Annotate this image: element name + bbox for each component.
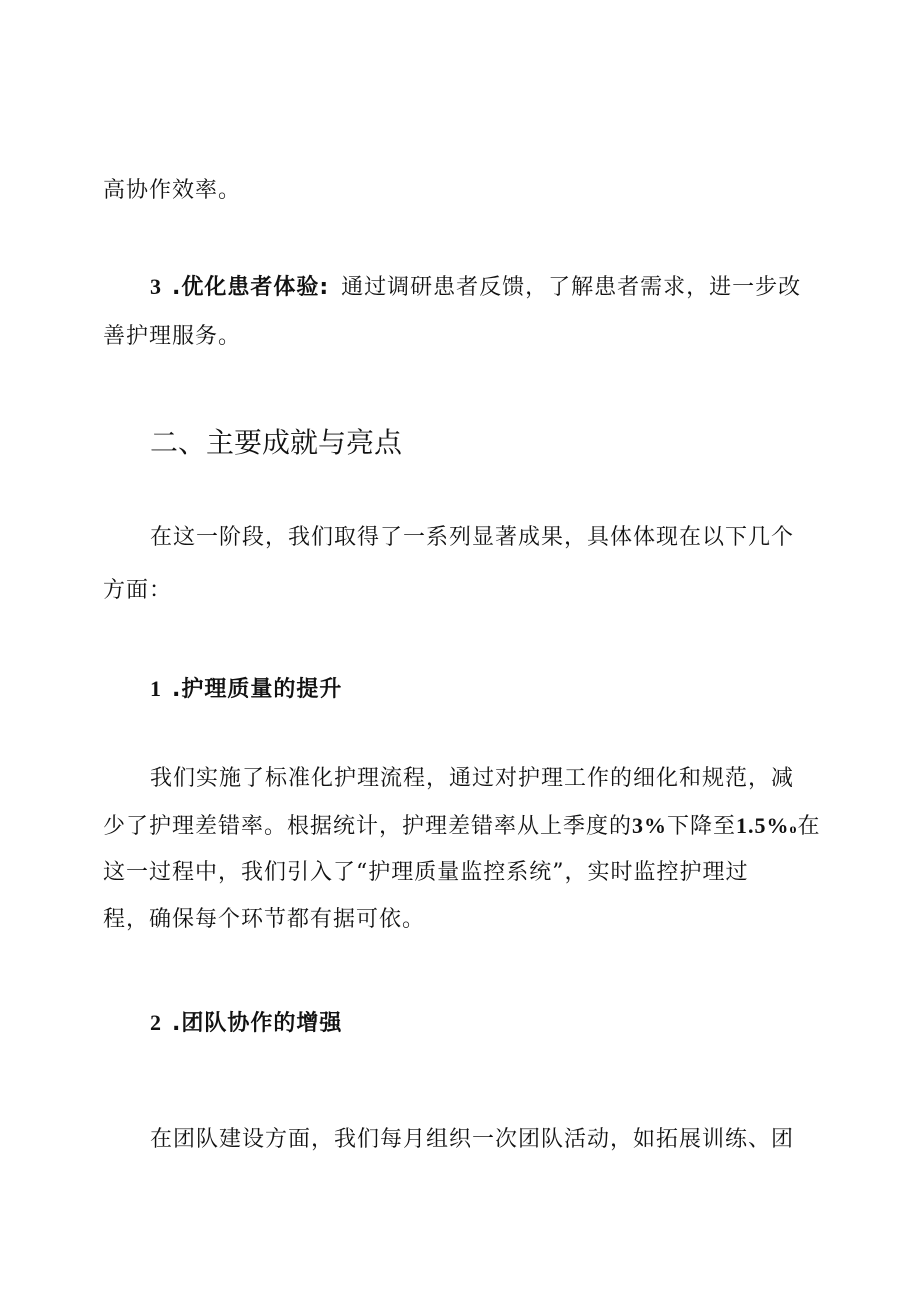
- intro-line-2: [103, 576, 172, 606]
- text-segment: 下降至: [667, 814, 737, 839]
- text-segment: 在: [797, 814, 821, 839]
- heading-text: 二、主要成就与亮点: [150, 426, 403, 459]
- subheading-1-number: 1: [150, 676, 162, 701]
- item-3-line-1: [150, 272, 801, 303]
- subheading-2-number: 2: [150, 1010, 162, 1035]
- text-line: 这一过程中，我们引入了“护理质量监控系统”，实时监控护理过: [103, 860, 749, 885]
- text-line: 善护理服务。: [103, 324, 242, 349]
- text-line: 方面：: [103, 578, 173, 603]
- paragraph-2-line-3: [103, 858, 749, 888]
- text-line: 在这一阶段，我们取得了一系列显著成果，具体体现在以下几个: [150, 525, 795, 550]
- text-line: 高协作效率。: [103, 178, 242, 203]
- text-segment: 少了护理差错率。根据统计，护理差错率从上季度的: [103, 814, 633, 839]
- item-3-text: 通过调研患者反馈，了解患者需求，进一步改: [341, 275, 802, 300]
- text-segment: o: [789, 822, 798, 837]
- subheading-2: [150, 1008, 342, 1039]
- text-line: 我们实施了标准化护理流程，通过对护理工作的细化和规范，减: [150, 766, 795, 791]
- paragraph-2-line-4: [103, 905, 425, 935]
- intro-line-1: [150, 523, 794, 553]
- subheading-1-label: .护理质量的提升: [172, 677, 343, 702]
- paragraph-continuation: [103, 176, 241, 206]
- subheading-1: [150, 674, 342, 705]
- text-line: 在团队建设方面，我们每月组织一次团队活动，如拓展训练、团: [150, 1127, 795, 1152]
- stat-value: 1.5%: [736, 813, 790, 838]
- item-3-label: .优化患者体验: [172, 275, 320, 300]
- stat-value: 3%: [632, 813, 668, 838]
- item-3-colon: :: [319, 275, 330, 300]
- text-line: 程，确保每个环节都有据可依。: [103, 907, 426, 932]
- item-3-line-2: [103, 322, 241, 352]
- subheading-2-label: .团队协作的增强: [172, 1011, 343, 1036]
- section-heading: [150, 425, 402, 461]
- paragraph-2-line-1: [150, 764, 794, 794]
- paragraph-3-line-1: [150, 1125, 794, 1155]
- paragraph-2-line-2: [103, 811, 821, 845]
- item-3-number: 3: [150, 274, 162, 299]
